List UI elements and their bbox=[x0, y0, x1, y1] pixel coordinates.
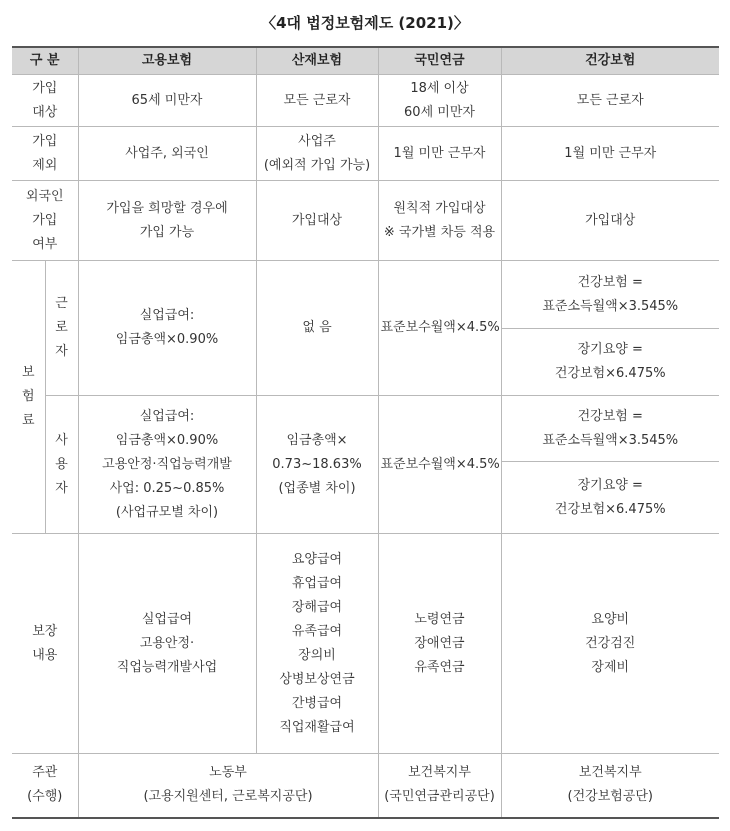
header-national-pension: 국민연금 bbox=[378, 47, 501, 75]
cell-employer-health-insurance: 건강보험 = 표준소득월액×3.545% bbox=[501, 396, 719, 462]
cell-worker-long-term-care: 장기요양 = 건강보험×6.475% bbox=[501, 329, 719, 396]
table-title: 〈4대 법정보험제도 (2021)〉 bbox=[261, 14, 469, 32]
cell-exclusion-employment: 사업주, 외국인 bbox=[78, 127, 256, 181]
cell-employer-industrial: 임금총액× 0.73~18.63% (업종별 차이) bbox=[256, 396, 378, 534]
row-label-premium: 보 험 료 bbox=[12, 261, 45, 534]
cell-employer-pension: 표준보수월액×4.5% bbox=[378, 396, 501, 534]
header-category: 구 분 bbox=[12, 47, 78, 75]
cell-agency-pension: 보건복지부 (국민연금관리공단) bbox=[378, 754, 501, 818]
cell-benefits-employment: 실업급여 고용안정· 직업능력개발사업 bbox=[78, 534, 256, 754]
cell-exclusion-pension: 1월 미만 근무자 bbox=[378, 127, 501, 181]
cell-employer-long-term-care: 장기요양 = 건강보험×6.475% bbox=[501, 462, 719, 534]
cell-exclusion-health: 1월 미만 근무자 bbox=[501, 127, 719, 181]
insurance-table bbox=[12, 46, 719, 819]
cell-foreigner-employment: 가입을 희망할 경우에 가입 가능 bbox=[78, 181, 256, 261]
row-premium-employer-a bbox=[12, 396, 719, 462]
header-employment-insurance: 고용보험 bbox=[78, 47, 256, 75]
cell-eligibility-pension: 18세 이상 60세 미만자 bbox=[378, 75, 501, 127]
row-agency bbox=[12, 754, 719, 818]
cell-foreigner-health: 가입대상 bbox=[501, 181, 719, 261]
cell-agency-health: 보건복지부 (건강보험공단) bbox=[501, 754, 719, 818]
row-eligibility bbox=[12, 75, 719, 127]
cell-eligibility-industrial: 모든 근로자 bbox=[256, 75, 378, 127]
row-label-foreigner: 외국인 가입 여부 bbox=[12, 181, 78, 261]
cell-worker-industrial: 없 음 bbox=[256, 261, 378, 396]
row-premium-worker-a bbox=[12, 261, 719, 329]
cell-agency-labor: 노동부 (고용지원센터, 근로복지공단) bbox=[78, 754, 378, 818]
row-label-eligibility: 가입 대상 bbox=[12, 75, 78, 127]
row-foreigner bbox=[12, 181, 719, 261]
row-label-exclusion: 가입 제외 bbox=[12, 127, 78, 181]
cell-foreigner-industrial: 가입대상 bbox=[256, 181, 378, 261]
header-health-insurance: 건강보험 bbox=[501, 47, 719, 75]
cell-eligibility-employment: 65세 미만자 bbox=[78, 75, 256, 127]
row-label-worker: 근 로 자 bbox=[45, 261, 78, 396]
cell-eligibility-health: 모든 근로자 bbox=[501, 75, 719, 127]
cell-worker-pension: 표준보수월액×4.5% bbox=[378, 261, 501, 396]
cell-foreigner-pension: 원칙적 가입대상 ※ 국가별 차등 적용 bbox=[378, 181, 501, 261]
cell-worker-employment: 실업급여: 임금총액×0.90% bbox=[78, 261, 256, 396]
row-label-agency: 주관 (수행) bbox=[12, 754, 78, 818]
row-benefits bbox=[12, 534, 719, 754]
cell-benefits-pension: 노령연금 장애연금 유족연금 bbox=[378, 534, 501, 754]
cell-benefits-industrial: 요양급여 휴업급여 장해급여 유족급여 장의비 상병보상연금 간병급여 직업재활급여 bbox=[256, 534, 378, 754]
cell-exclusion-industrial: 사업주 (예외적 가입 가능) bbox=[256, 127, 378, 181]
header-row bbox=[12, 47, 719, 75]
cell-worker-health-insurance: 건강보험 = 표준소득월액×3.545% bbox=[501, 261, 719, 329]
row-exclusion bbox=[12, 127, 719, 181]
cell-benefits-health: 요양비 건강검진 장제비 bbox=[501, 534, 719, 754]
cell-employer-employment: 실업급여: 임금총액×0.90% 고용안정·직업능력개발 사업: 0.25~0.85% (사업규모별 차이) bbox=[78, 396, 256, 534]
header-industrial-insurance: 산재보험 bbox=[256, 47, 378, 75]
row-label-benefits: 보장 내용 bbox=[12, 534, 78, 754]
row-label-employer: 사 용 자 bbox=[45, 396, 78, 534]
